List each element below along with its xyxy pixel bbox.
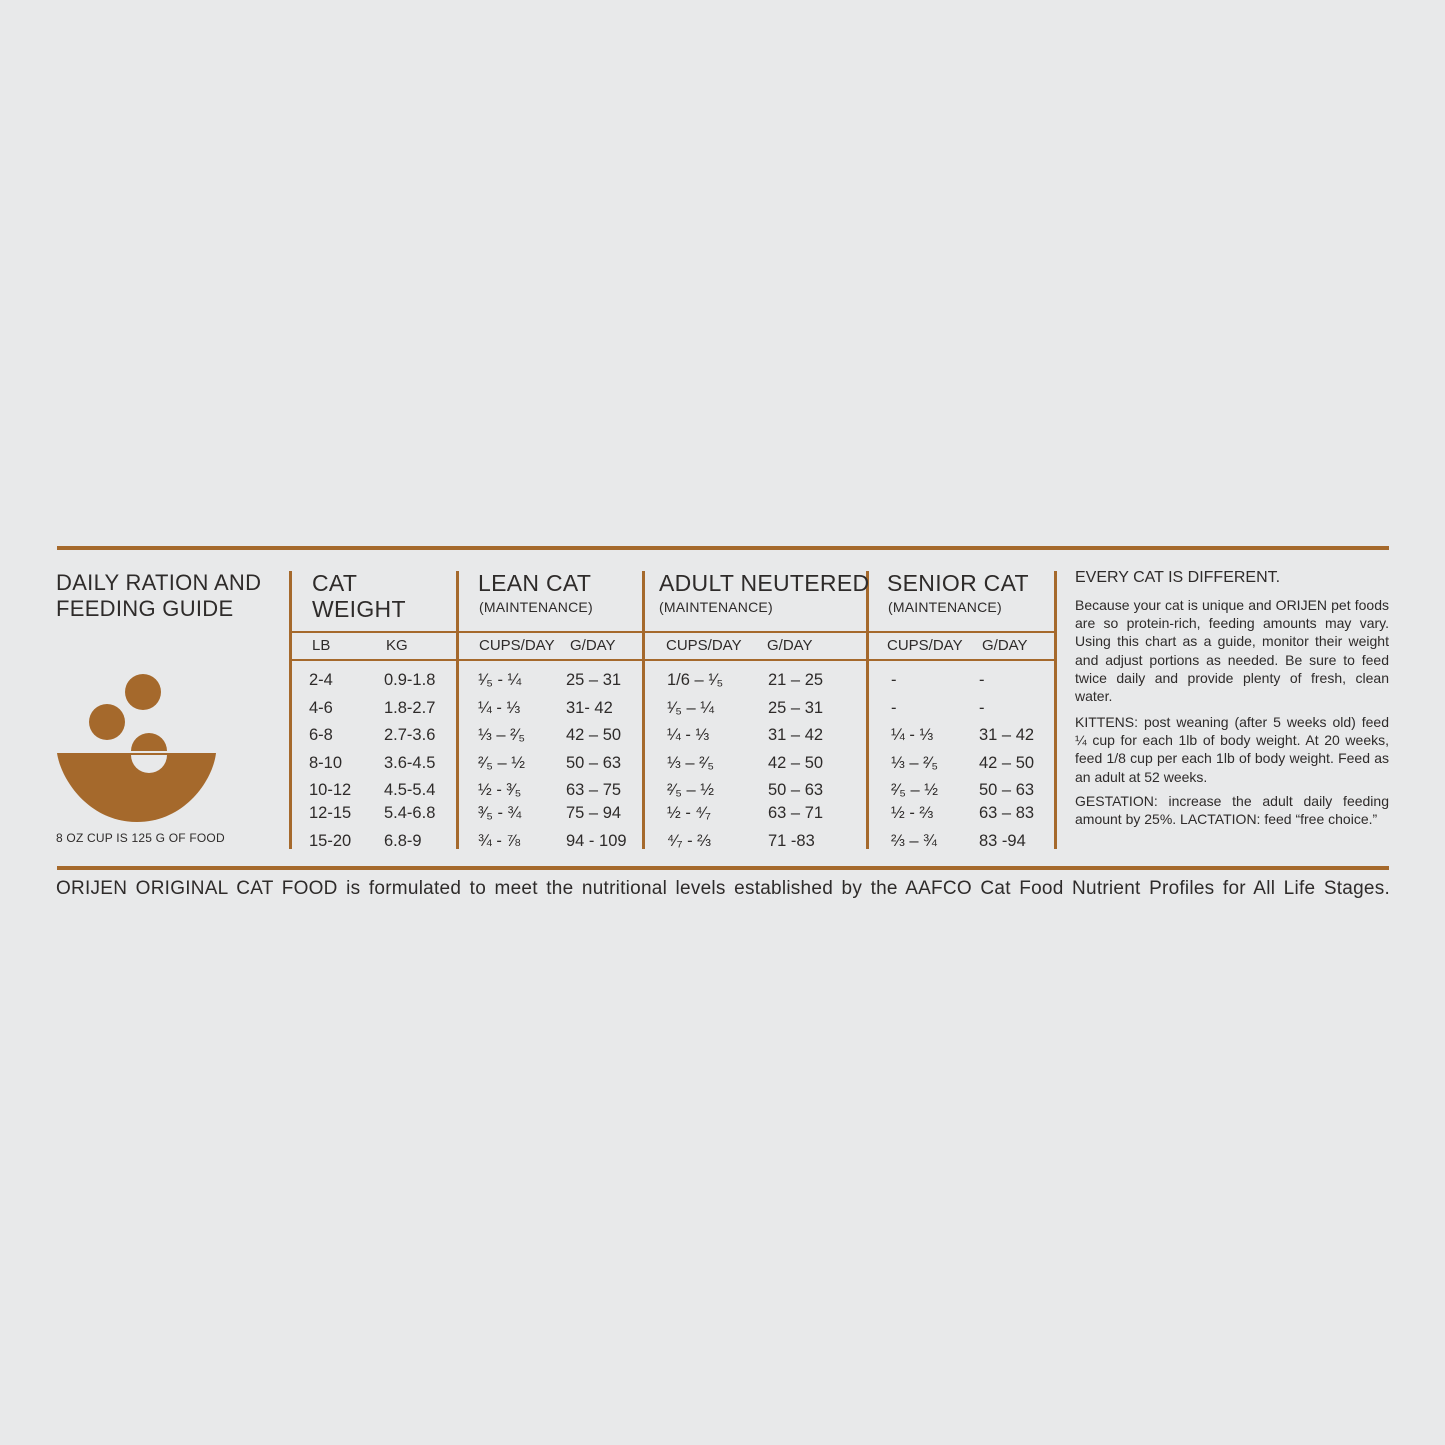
- adult-header: ADULT NEUTERED: [659, 570, 870, 596]
- cell-senior-g: 31 – 42: [979, 726, 1035, 744]
- cell-lean-cups: ²⁄₅ – ½: [478, 754, 526, 772]
- senior-g-label: G/DAY: [982, 637, 1028, 654]
- cell-adult-cups: 1/6 – ¹⁄₅: [667, 671, 724, 689]
- cell-senior-g: 50 – 63: [979, 781, 1035, 799]
- kibble-top-icon: [125, 674, 161, 710]
- cell-senior-g: 63 – 83: [979, 804, 1035, 822]
- senior-header: SENIOR CAT: [887, 570, 1029, 596]
- cell-kg: 4.5-5.4: [384, 781, 436, 799]
- cell-lean-g: 63 – 75: [566, 781, 622, 799]
- food-bowl-icon: [55, 670, 220, 825]
- cell-senior-g: 42 – 50: [979, 754, 1035, 772]
- adult-g-label: G/DAY: [767, 637, 813, 654]
- guide-title: [56, 570, 286, 622]
- cell-adult-g: 63 – 71: [768, 804, 824, 822]
- cell-senior-cups: ⅓ – ²⁄₅: [891, 754, 939, 772]
- info-paragraph-gestation: GESTATION: increase the adult daily feeding amount by 25%. LACTATION: feed “free choice.”: [1075, 793, 1389, 828]
- cell-lb: 12-15: [309, 804, 352, 822]
- weight-header-line1: CAT: [312, 570, 358, 596]
- divider-3: [642, 571, 645, 849]
- cell-senior-g: -: [979, 671, 985, 689]
- cell-lean-cups: ¾ - ⅞: [478, 832, 521, 850]
- bottom-rule: [57, 866, 1389, 870]
- senior-cups-label: CUPS/DAY: [887, 637, 963, 654]
- senior-subtitle: (MAINTENANCE): [888, 599, 1002, 615]
- cell-senior-cups: -: [891, 671, 897, 689]
- cell-senior-cups: -: [891, 699, 897, 717]
- lean-cups-label: CUPS/DAY: [479, 637, 555, 654]
- subheader-top-rule: [291, 631, 1056, 633]
- cell-adult-g: 50 – 63: [768, 781, 824, 799]
- cell-adult-cups: ¹⁄₅ – ¼: [667, 699, 715, 717]
- cell-lb: 4-6: [309, 699, 333, 717]
- cell-lean-cups: ¹⁄₅ - ¼: [478, 671, 522, 689]
- cell-senior-g: -: [979, 699, 985, 717]
- subheader-bottom-rule: [291, 659, 1056, 661]
- cell-adult-cups: ½ - ⁴⁄₇: [667, 804, 711, 822]
- adult-cups-label: CUPS/DAY: [666, 637, 742, 654]
- weight-header: [312, 570, 406, 622]
- info-paragraph-general: Because your cat is unique and ORIJEN pet foods are so protein-rich, feeding amounts may vary. Using this chart as a guide, monitor their weight and adjust portions as needed. Be sure to feed twice daily and provide plenty of fresh, clean water.: [1075, 597, 1389, 705]
- cell-adult-g: 21 – 25: [768, 671, 824, 689]
- cell-lean-g: 50 – 63: [566, 754, 622, 772]
- cell-senior-cups: ½ - ⅔: [891, 804, 934, 822]
- cell-kg: 2.7-3.6: [384, 726, 436, 744]
- cell-adult-cups: ¼ - ⅓: [667, 726, 710, 744]
- cell-kg: 6.8-9: [384, 832, 422, 850]
- divider-4: [866, 571, 869, 849]
- cell-lean-cups: ½ - ³⁄₅: [478, 781, 522, 799]
- cell-lean-cups: ⅓ – ²⁄₅: [478, 726, 526, 744]
- cell-adult-cups: ⅓ – ²⁄₅: [667, 754, 715, 772]
- guide-title-line1: DAILY RATION AND: [56, 570, 262, 595]
- cell-senior-g: 83 -94: [979, 832, 1026, 850]
- divider-1: [289, 571, 292, 849]
- info-paragraph-kittens: KITTENS: post weaning (after 5 weeks old) feed ¼ cup for each 1lb of body weight. At 20 weeks, feed 1/8 cup per each 1lb of body weight. Feed as an adult at 52 weeks.: [1075, 714, 1389, 785]
- footer-statement: ORIJEN ORIGINAL CAT FOOD is formulated to meet the nutritional levels established by the AAFCO Cat Food Nutrient Profiles for All Life Stages.: [56, 878, 1390, 899]
- cell-lean-g: 31- 42: [566, 699, 613, 717]
- cell-lb: 2-4: [309, 671, 333, 689]
- cell-lean-cups: ³⁄₅ - ¾: [478, 804, 522, 822]
- kibble-in-bowl-icon: [131, 733, 167, 751]
- top-rule: [57, 546, 1389, 550]
- cell-adult-g: 25 – 31: [768, 699, 824, 717]
- cell-senior-cups: ⅔ – ¾: [891, 832, 937, 850]
- cell-kg: 3.6-4.5: [384, 754, 436, 772]
- cell-senior-cups: ¼ - ⅓: [891, 726, 934, 744]
- cell-lb: 6-8: [309, 726, 333, 744]
- cell-adult-cups: ⁴⁄₇ - ⅔: [667, 832, 711, 850]
- divider-5: [1054, 571, 1057, 849]
- adult-subtitle: (MAINTENANCE): [659, 599, 773, 615]
- cell-lean-g: 94 - 109: [566, 832, 627, 850]
- lean-g-label: G/DAY: [570, 637, 616, 654]
- lean-header: LEAN CAT: [478, 570, 592, 596]
- lb-label: LB: [312, 637, 331, 654]
- cell-kg: 0.9-1.8: [384, 671, 436, 689]
- cell-lean-g: 42 – 50: [566, 726, 622, 744]
- info-title: EVERY CAT IS DIFFERENT.: [1075, 569, 1281, 586]
- cell-lean-cups: ¼ - ⅓: [478, 699, 521, 717]
- kibble-left-icon: [89, 704, 125, 740]
- lean-subtitle: (MAINTENANCE): [479, 599, 593, 615]
- cell-lean-g: 25 – 31: [566, 671, 622, 689]
- cup-note: 8 OZ CUP IS 125 G OF FOOD: [56, 831, 225, 845]
- cell-kg: 1.8-2.7: [384, 699, 436, 717]
- cell-adult-g: 71 -83: [768, 832, 815, 850]
- cell-lb: 15-20: [309, 832, 352, 850]
- cell-lb: 10-12: [309, 781, 352, 799]
- cell-lb: 8-10: [309, 754, 343, 772]
- cell-kg: 5.4-6.8: [384, 804, 436, 822]
- kg-label: KG: [386, 637, 408, 654]
- cell-adult-cups: ²⁄₅ – ½: [667, 781, 715, 799]
- cell-adult-g: 42 – 50: [768, 754, 824, 772]
- cell-lean-g: 75 – 94: [566, 804, 622, 822]
- cell-senior-cups: ²⁄₅ – ½: [891, 781, 939, 799]
- weight-header-line2: WEIGHT: [312, 596, 406, 622]
- guide-title-line2: FEEDING GUIDE: [56, 596, 234, 621]
- divider-2: [456, 571, 459, 849]
- cell-adult-g: 31 – 42: [768, 726, 824, 744]
